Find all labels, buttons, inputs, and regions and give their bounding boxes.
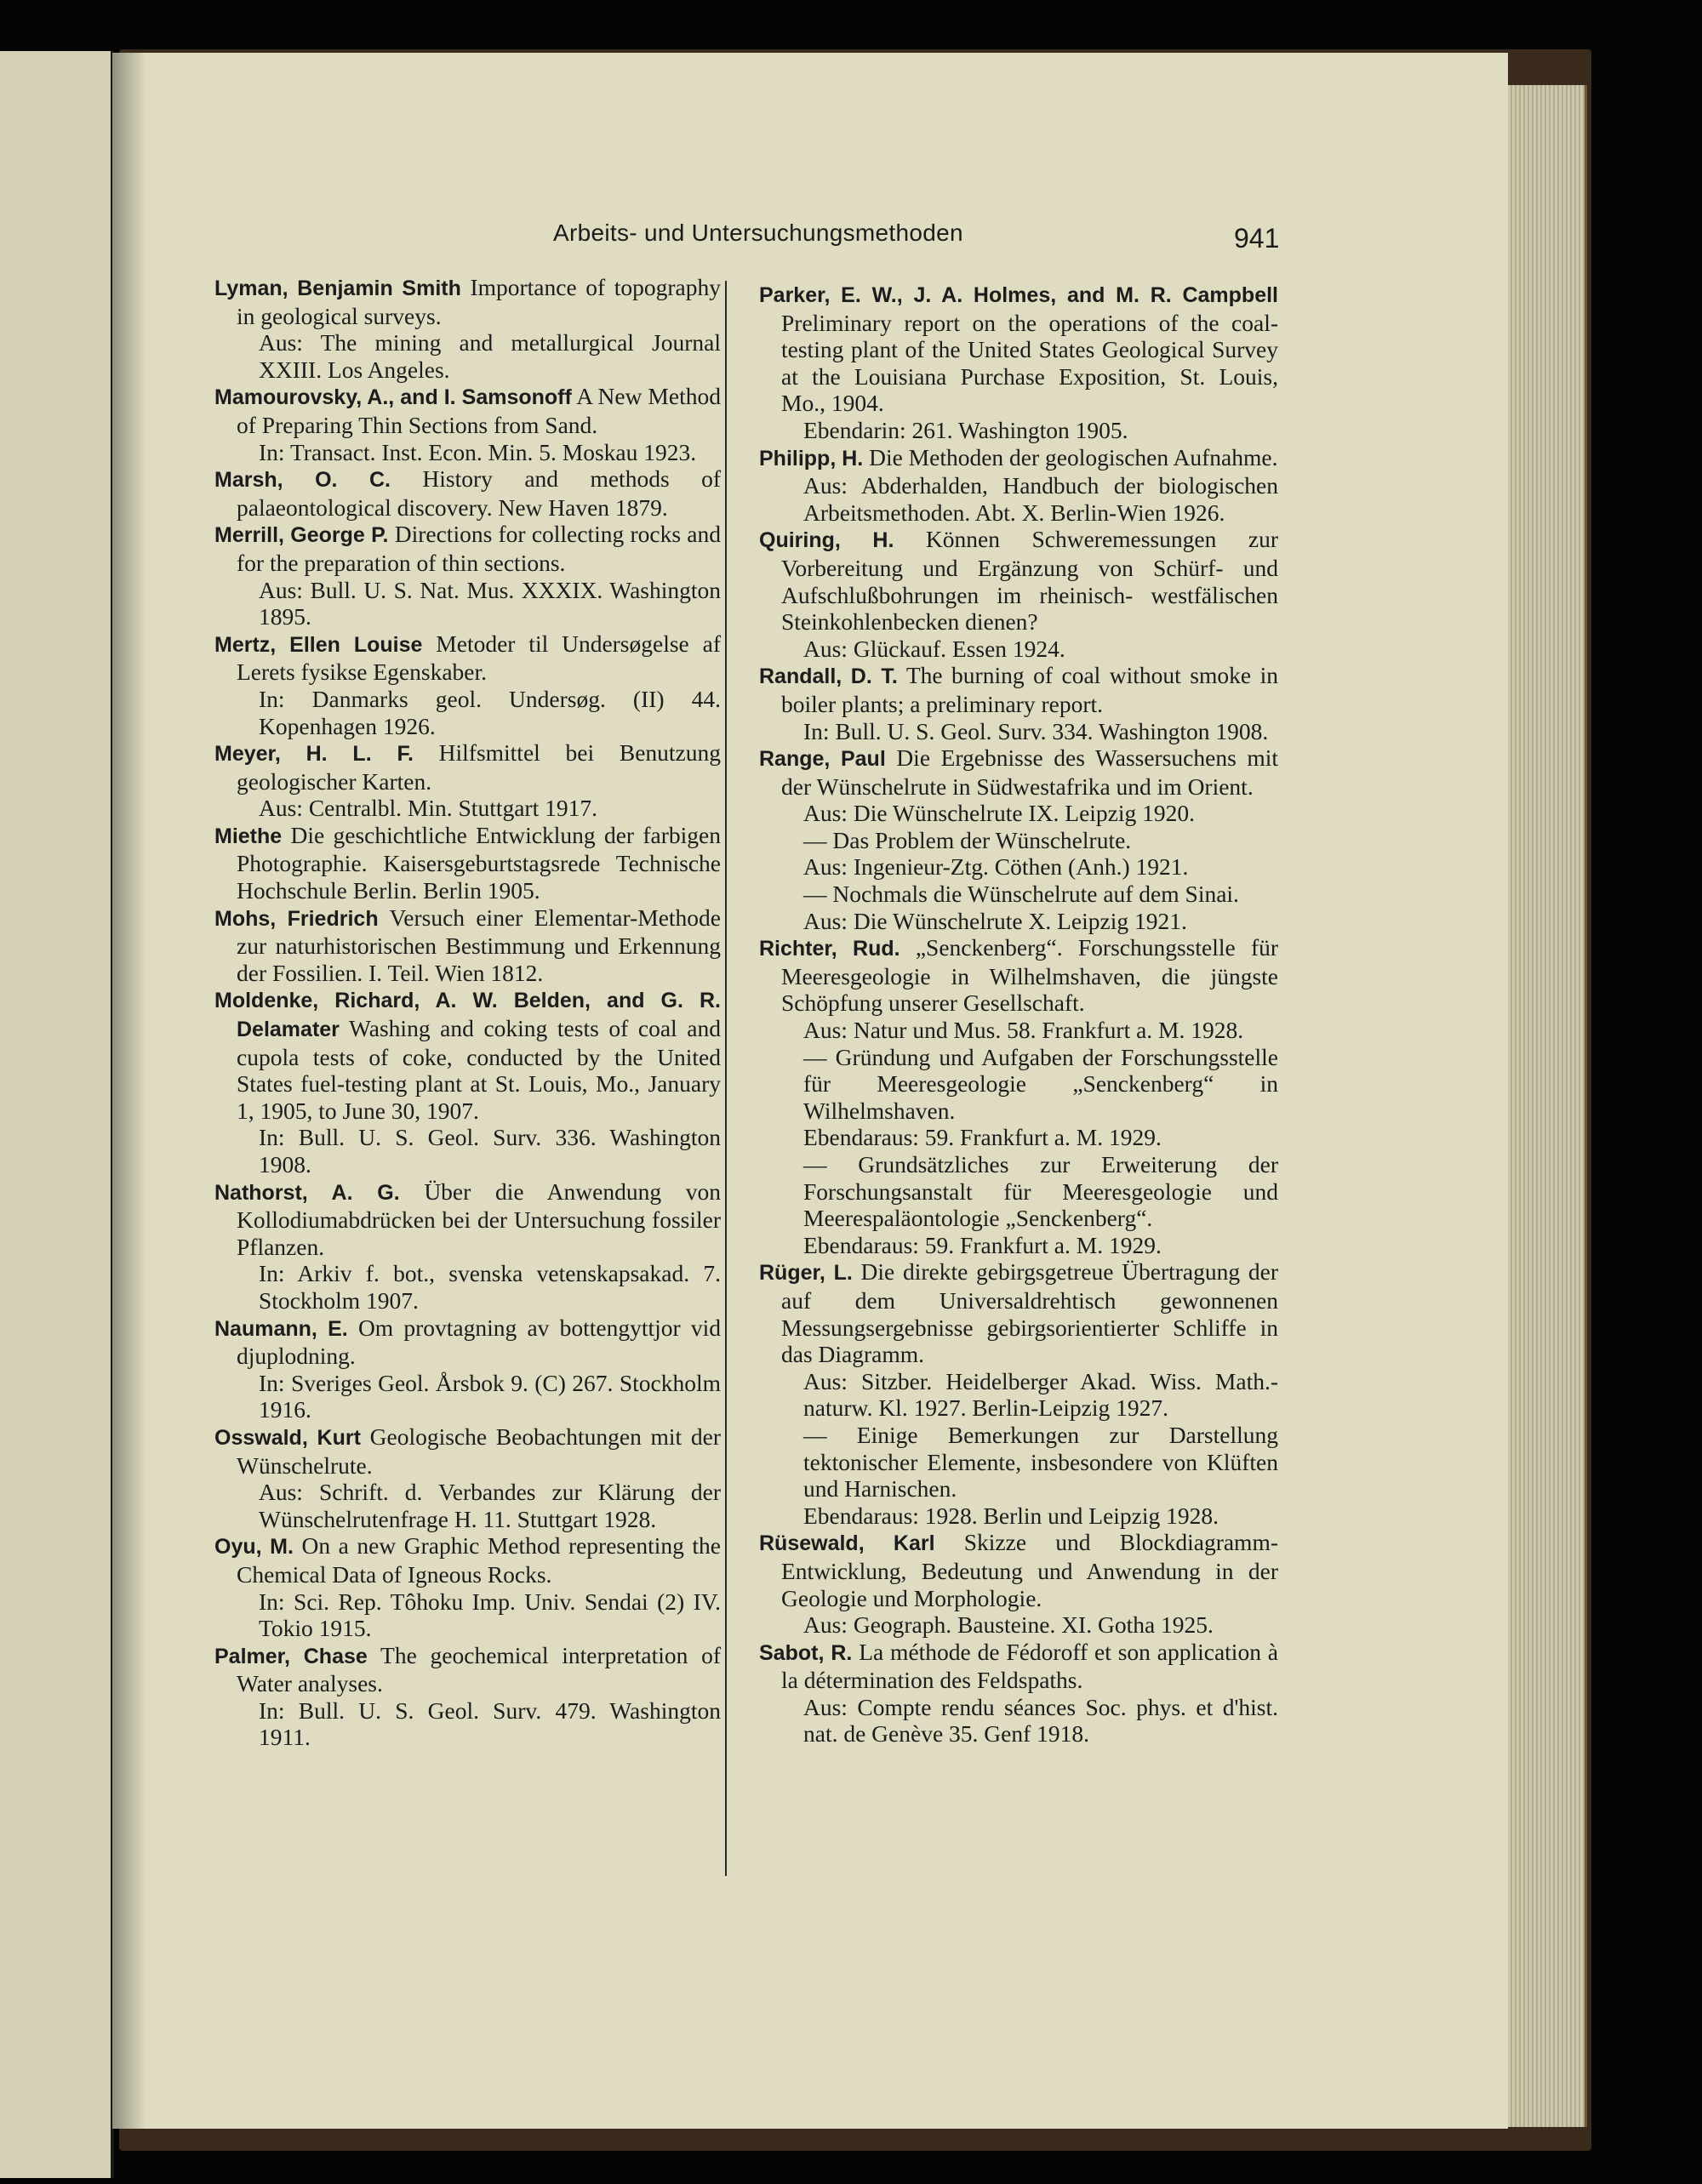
entry-title: Die direkte gebirgsgetreue Übertragung der auf dem Universaldrehtisch gewonnenen Messungsergebnisse gebirgsorientierter Schliffe in das Diagramm. — [781, 1258, 1278, 1368]
bibliography-entry — [214, 274, 721, 383]
bibliography-entry — [214, 1423, 721, 1532]
publication-text: Compte rendu séances Soc. phys. et d'hist. nat. de Genève 35. Genf 1918. — [803, 1693, 1279, 1748]
publication-label: In: — [803, 717, 830, 744]
entry-title: Importance of topography in geological surveys. — [237, 274, 721, 329]
publication-text: Geograph. Bausteine. XI. Gotha 1925. — [853, 1611, 1214, 1639]
entry-title: The burning of coal without smoke in boiler plants; a preliminary report. — [781, 662, 1278, 717]
publication-text: 1928. Berlin und Leipzig 1928. — [924, 1502, 1219, 1529]
entry-title: Über die Anwendung von Kollodiumabdrücken bei der Untersuchung fossiler Pflanzen. — [237, 1178, 722, 1260]
entry-publication — [237, 577, 721, 630]
entry-author: Miethe — [214, 824, 283, 848]
entry-publication — [781, 1232, 1278, 1259]
entry-publication — [237, 795, 721, 822]
publication-text: Bull. U. S. Geol. Surv. 334. Washington 1908. — [835, 717, 1269, 744]
entry-author: Mertz, Ellen Louise — [214, 632, 423, 657]
entry-publication — [781, 718, 1278, 745]
publication-text: Schrift. d. Verbandes zur Klärung der Wünschelrutenfrage H. 11. Stuttgart 1928. — [259, 1479, 722, 1532]
running-title: Arbeits- und Untersuchungsmethoden — [553, 220, 963, 246]
entry-publication — [237, 1479, 721, 1532]
publication-text: Sveriges Geol. Årsbok 9. (C) 267. Stockholm 1916. — [259, 1369, 721, 1423]
publication-label: In: — [259, 1696, 285, 1724]
entry-author: Sabot, R. — [759, 1640, 853, 1665]
bibliography-entry — [759, 444, 1278, 527]
entry-publication — [781, 1694, 1278, 1748]
page-number: 941 — [1234, 223, 1280, 254]
publication-text: Sci. Rep. Tôhoku Imp. Univ. Sendai (2) IV. Tokio 1915. — [259, 1588, 722, 1642]
publication-text: Transact. Inst. Econ. Min. 5. Moskau 1923. — [289, 438, 697, 465]
publication-label: In: — [259, 1369, 285, 1396]
entry-title: A New Method of Preparing Thin Sections from Sand. — [237, 383, 721, 438]
publication-text: 261. Washington 1905. — [911, 416, 1128, 443]
publication-label: Ebendaraus: — [803, 1124, 919, 1151]
bibliography-entry — [214, 904, 721, 987]
entry-author: Oyu, M. — [214, 1535, 294, 1560]
bibliography-entry — [759, 1639, 1278, 1748]
entry-author: Palmer, Chase — [214, 1644, 368, 1668]
publication-label: Aus: — [259, 329, 303, 356]
publication-text: Sitzber. Heidelberger Akad. Wiss. Math.-naturw. Kl. 1927. Berlin-Leipzig 1927. — [803, 1367, 1278, 1422]
publication-text: Centralbl. Min. Stuttgart 1917. — [308, 795, 597, 822]
bibliography-entry — [214, 1532, 721, 1641]
entry-title: The geochemical interpretation of Water analyses. — [237, 1641, 721, 1697]
entry-title: Om provtagning av bottengyttjor vid djuplodning. — [237, 1314, 722, 1370]
publication-label: — — [803, 826, 827, 853]
entry-publication — [781, 636, 1278, 663]
entry-author: Philipp, H. — [759, 446, 864, 470]
entry-publication — [781, 1124, 1278, 1151]
bibliography-entry — [759, 1529, 1278, 1638]
publication-text: Einige Bemerkungen zur Darstellung tektonischer Elemente, insbesondere von Klüften und Harnischen. — [803, 1421, 1278, 1503]
publication-text: Bull. U. S. Nat. Mus. XXXIX. Washington 1895. — [259, 576, 722, 630]
publication-label: Ebendaraus: — [803, 1502, 919, 1529]
entry-author: Rüsewald, Karl — [759, 1531, 935, 1556]
publication-label: Aus: — [803, 907, 848, 934]
entry-title: Preliminary report on the operations of the coal-testing plant of the United States Geological Survey at the Louisiana Purchase Exposition, St. Louis, Mo., 1904. — [781, 309, 1278, 417]
bibliography-column-right — [759, 281, 1278, 1748]
entry-publication — [781, 853, 1278, 881]
publication-text: The mining and metallurgical Journal XXIII. Los Angeles. — [259, 329, 721, 383]
page-gutter-shadow — [112, 53, 146, 2129]
publication-label: — — [803, 1421, 827, 1448]
entry-publication — [781, 1151, 1278, 1232]
entry-publication — [781, 1017, 1278, 1044]
publication-label: Aus: — [803, 635, 848, 662]
entry-publication — [781, 881, 1278, 908]
publication-text: 59. Frankfurt a. M. 1929. — [924, 1124, 1162, 1151]
publication-label: Aus: — [803, 1367, 848, 1394]
bibliography-entry — [214, 822, 721, 904]
entry-title: „Senckenberg“. Forschungsstelle für Meeresgeologie in Wilhelmshaven, die jüngste Schöpfung unserer Gesellschaft. — [781, 934, 1279, 1017]
bibliography-entry — [759, 1258, 1278, 1529]
entry-publication — [781, 1368, 1278, 1422]
entry-publication — [237, 329, 721, 383]
bibliography-entry — [759, 281, 1278, 444]
bibliography-column-left — [214, 274, 721, 1751]
entry-author: Nathorst, A. G. — [214, 1180, 400, 1205]
entry-author: Parker, E. W., J. A. Holmes, and M. R. Campbell — [759, 283, 1278, 307]
publication-label: Ebendaraus: — [803, 1231, 919, 1258]
entry-title: Directions for collecting rocks and for the preparation of thin sections. — [237, 521, 721, 576]
entry-title: Die Ergebnisse des Wassersuchens mit der Wünschelrute in Südwestafrika und im Orient. — [781, 744, 1278, 800]
entry-publication — [781, 1044, 1278, 1125]
publication-text: Bull. U. S. Geol. Surv. 336. Washington 1908. — [259, 1124, 721, 1178]
bibliography-entry — [214, 1642, 721, 1751]
bibliography-entry — [214, 986, 721, 1178]
entry-title: Washing and coking tests of coal and cupola tests of coke, conducted by the United States fuel-testing plant at St. Louis, Mo., January 1, 1905, to June 30, 1907. — [237, 1015, 721, 1124]
publication-text: Nochmals die Wünschelrute auf dem Sinai. — [832, 881, 1239, 908]
column-divider — [725, 281, 727, 1876]
entry-author: Lyman, Benjamin Smith — [214, 277, 461, 300]
publication-text: Die Wünschelrute IX. Leipzig 1920. — [853, 800, 1196, 827]
entry-author: Richter, Rud. — [759, 937, 900, 961]
entry-publication — [781, 1422, 1278, 1503]
entry-publication — [237, 1697, 721, 1751]
bibliography-entry — [759, 744, 1278, 934]
publication-label: In: — [259, 438, 285, 465]
publication-label: — — [803, 1043, 827, 1070]
publication-label: Aus: — [803, 853, 848, 881]
facing-page-edge — [0, 51, 114, 2178]
entry-publication — [237, 1588, 721, 1642]
publication-label: In: — [259, 1124, 285, 1151]
publication-label: Ebendarin: — [803, 416, 906, 443]
entry-title: Versuch einer Elementar-Methode zur naturhistorischen Bestimmung und Erkennung der Fossilien. I. Teil. Wien 1812. — [237, 904, 721, 986]
entry-author: Meyer, H. L. F. — [214, 742, 414, 767]
entry-publication — [237, 1370, 721, 1423]
entry-title: History and methods of palaeontological discovery. New Haven 1879. — [237, 465, 721, 521]
publication-text: Arkiv f. bot., svenska vetenskapsakad. 7. Stockholm 1907. — [259, 1260, 721, 1314]
entry-publication — [781, 800, 1278, 827]
entry-author: Osswald, Kurt — [214, 1425, 361, 1450]
publication-label: — — [803, 881, 827, 908]
bibliography-entry — [214, 739, 721, 822]
publication-text: Natur und Mus. 58. Frankfurt a. M. 1928. — [853, 1017, 1244, 1044]
entry-author: Range, Paul — [759, 747, 886, 772]
publication-text: Die Wünschelrute X. Leipzig 1921. — [853, 907, 1187, 934]
entry-author: Rüger, L. — [759, 1261, 853, 1286]
entry-title: Können Schweremessungen zur Vorbereitung und Ergänzung von Schürf- und Aufschlußbohrungen im rheinisch- westfälischen Steinkohlenbecken dienen? — [781, 526, 1278, 636]
bibliography-entry — [214, 521, 721, 630]
bibliography-entry — [214, 465, 721, 521]
publication-label: Aus: — [803, 1693, 848, 1720]
bibliography-entry — [759, 526, 1278, 662]
publication-label: Aus: — [803, 800, 848, 827]
entry-author: Naumann, E. — [214, 1316, 348, 1341]
entry-publication — [237, 439, 721, 466]
publication-label: Aus: — [803, 1611, 848, 1639]
publication-label: In: — [259, 1260, 285, 1287]
entry-title: Geologische Beobachtungen mit der Wünschelrute. — [237, 1423, 722, 1479]
publication-label: — — [803, 1151, 827, 1178]
publication-text: Bull. U. S. Geol. Surv. 479. Washington 1911. — [259, 1696, 721, 1751]
bibliography-entry — [214, 383, 721, 465]
entry-publication — [781, 472, 1278, 526]
publication-label: Aus: — [259, 1479, 303, 1506]
bibliography-entry — [214, 1178, 721, 1314]
entry-title: Skizze und Blockdiagramm-Entwicklung, Bedeutung und Anwendung in der Geologie und Morphologie. — [781, 1529, 1278, 1611]
entry-author: Moldenke, Richard, A. W. Belden, and G. R. Delamater — [214, 989, 721, 1042]
publication-label: Aus: — [803, 1017, 848, 1044]
publication-text: 59. Frankfurt a. M. 1929. — [924, 1231, 1162, 1258]
publication-text: Das Problem der Wünschelrute. — [832, 826, 1132, 853]
publication-text: Danmarks geol. Undersøg. (II) 44. Kopenhagen 1926. — [259, 685, 721, 739]
entry-title: On a new Graphic Method representing the Chemical Data of Igneous Rocks. — [237, 1532, 721, 1588]
publication-label: In: — [259, 1588, 285, 1615]
entry-publication — [237, 1260, 721, 1314]
entry-title: Die Methoden der geologischen Aufnahme. — [869, 443, 1278, 470]
entry-publication — [237, 1124, 721, 1178]
entry-title: La méthode de Fédoroff et son application à la détermination des Feldspaths. — [781, 1638, 1279, 1694]
entry-author: Merrill, George P. — [214, 523, 389, 548]
bibliography-entry — [214, 1314, 721, 1423]
entry-title: Hilfsmittel bei Benutzung geologischer Karten. — [237, 739, 721, 795]
publication-label: Aus: — [259, 576, 303, 603]
publication-text: Gründung und Aufgaben der Forschungsstelle für Meeresgeologie „Senckenberg“ in Wilhelmshaven. — [803, 1043, 1278, 1124]
entry-publication — [781, 1503, 1278, 1530]
entry-publication — [781, 1611, 1278, 1639]
entry-publication — [781, 908, 1278, 935]
entry-author: Marsh, O. C. — [214, 468, 391, 493]
publication-label: Aus: — [259, 795, 303, 822]
entry-publication — [237, 686, 721, 739]
entry-publication — [781, 417, 1278, 444]
entry-publication — [781, 827, 1278, 854]
entry-author: Mamourovsky, A., and I. Samsonoff — [214, 385, 572, 410]
entry-title: Metoder til Undersøgelse af Lerets fysikse Egenskaber. — [237, 630, 721, 686]
entry-author: Randall, D. T. — [759, 664, 898, 689]
bibliography-entry — [759, 662, 1278, 744]
publication-text: Ingenieur-Ztg. Cöthen (Anh.) 1921. — [853, 853, 1189, 881]
page-edges — [1508, 85, 1587, 2127]
publication-text: Grundsätzliches zur Erweiterung der Forschungsanstalt für Meeresgeologie und Meerespaläontologie „Senckenberg“. — [803, 1151, 1278, 1232]
entry-title: Die geschichtliche Entwicklung der farbigen Photographie. Kaisersgeburtstagsrede Technische Hochschule Berlin. Berlin 1905. — [237, 821, 722, 904]
publication-label: In: — [259, 685, 285, 712]
entry-author: Quiring, H. — [759, 528, 894, 553]
publication-label: Aus: — [803, 472, 848, 499]
bibliography-entry — [214, 630, 721, 739]
publication-text: Abderhalden, Handbuch der biologischen Arbeitsmethoden. Abt. X. Berlin-Wien 1926. — [803, 472, 1278, 526]
bibliography-entry — [759, 934, 1278, 1258]
publication-text: Glückauf. Essen 1924. — [853, 635, 1065, 662]
entry-author: Mohs, Friedrich — [214, 906, 379, 931]
